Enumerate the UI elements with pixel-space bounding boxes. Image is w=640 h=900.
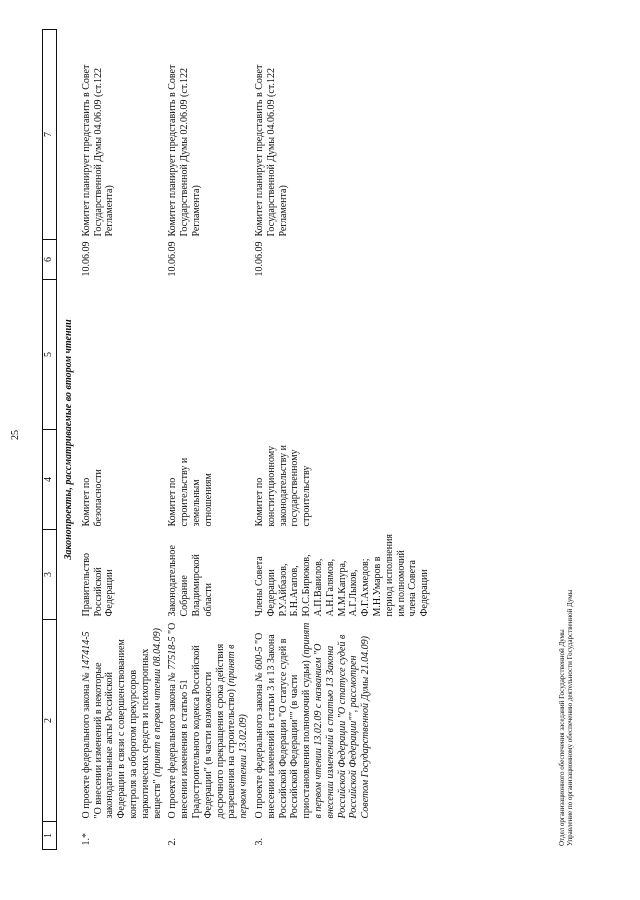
- column-number: 5: [43, 280, 57, 430]
- bill-description-head: О проекте федерального закона: [80, 684, 92, 819]
- bill-description: [165, 620, 252, 822]
- bill-number: № 147414-5: [80, 631, 92, 682]
- bill-reading-note: (принят в первом чтении 13.02.09): [226, 644, 250, 819]
- initiator: Члены Совета Федерации Р.У.Айбазов, Б.Н.Агапов, Ю.С.Бирюков, А.П.Вавилов, А.Н.Галямов, М.М.Капура, А.Г.Лыков, Ф.Г.Ахмедов; М.Н.Умаров в период исполнения им полномочий члена Совета Федерации: [253, 533, 431, 617]
- bill-number: № 600-5: [253, 646, 265, 682]
- date-cell: 10.06.09: [253, 241, 265, 277]
- responsible-committee: Комитет по строительству и земельным отношениям: [167, 457, 214, 527]
- page-number: 25: [10, 430, 21, 440]
- bill-number: № 77518-5: [167, 636, 179, 682]
- row-number: 3.: [253, 838, 265, 846]
- date-cell: 10.06.09: [167, 241, 179, 277]
- plan-cell: Комитет планирует представить в Совет Государственной Думы 04.06.09 (ст.122 Регламента): [253, 64, 289, 237]
- row-number: 1.*: [80, 833, 92, 846]
- agenda-table: [42, 29, 433, 850]
- table-row: [252, 30, 433, 850]
- bill-description-head: О проекте федерального закона: [253, 684, 265, 819]
- column-5-cell: [165, 280, 252, 430]
- bill-description: [79, 620, 166, 822]
- footer-line: Управление по организационному обеспечению деятельности Государственной Думы: [566, 589, 575, 846]
- table-row: [165, 30, 252, 850]
- column-number: 3: [43, 530, 57, 620]
- bill-description-head: О проекте федерального закона: [167, 684, 179, 819]
- column-5-cell: [79, 280, 166, 430]
- column-5-cell: [252, 280, 433, 430]
- column-number-row: [43, 30, 57, 850]
- column-number: 6: [43, 240, 57, 280]
- responsible-committee: Комитет по конституционному законодательству и государственному строительству: [253, 445, 313, 527]
- plan-cell: Комитет планирует представить в Совет Государственной Думы 02.06.09 (ст.122 Регламента): [167, 64, 202, 237]
- initiator: Законодательное Собрание Владимирской области: [167, 545, 214, 617]
- date-cell: 10.06.09: [80, 241, 92, 277]
- bill-description: [252, 620, 433, 822]
- column-number: 2: [43, 620, 57, 822]
- table-row: [79, 30, 166, 850]
- column-number: 1: [43, 822, 57, 850]
- bill-reading-note: (принят в первом чтении 08.04.09): [151, 628, 163, 777]
- footer-line: Отдел организационного обеспечения заседаний Государственной Думы: [558, 629, 566, 846]
- bill-description-body: "О внесении изменения в статью 51 Градостроительного кодекса Российской Федерации" (в части возможности досрочного прекращения срока действия разрешения на строительство): [167, 622, 238, 819]
- rotated-page: [10, 20, 575, 850]
- bill-description-body: "О внесении изменений в статьи 3 и 13 Закона Российской Федерации "О статусе судей в Российской Федерации"" (в части приостановления полномочий судьи): [253, 632, 313, 819]
- responsible-committee: Комитет по безопасности: [80, 469, 104, 527]
- plan-cell: Комитет планирует представить в Совет Государственной Думы 04.06.09 (ст.122 Регламента): [80, 64, 116, 237]
- row-number: 2.: [167, 838, 179, 846]
- bill-description-body: "О внесении изменений в некоторые законодательные акты Российской Федерации в связи с совершенствованием контроля за оборотом прекурсоров наркотических средств и психотропных веществ": [92, 639, 163, 819]
- initiator: Правительство Российской Федерации: [80, 552, 116, 617]
- bill-reading-note: (принят в первом чтении 13.02.09 с названием "О внесении изменений в статью 13 Закона Российской Федерации "О статусе судей в Российской Федерации"", рассмотрен Советом Государственной Думы 21.04.09): [301, 622, 372, 819]
- column-number: 4: [43, 430, 57, 530]
- page-footer: [558, 590, 574, 846]
- section-title: Законопроекты, рассматриваемые во втором чтении: [63, 319, 74, 560]
- column-number: 7: [43, 30, 57, 240]
